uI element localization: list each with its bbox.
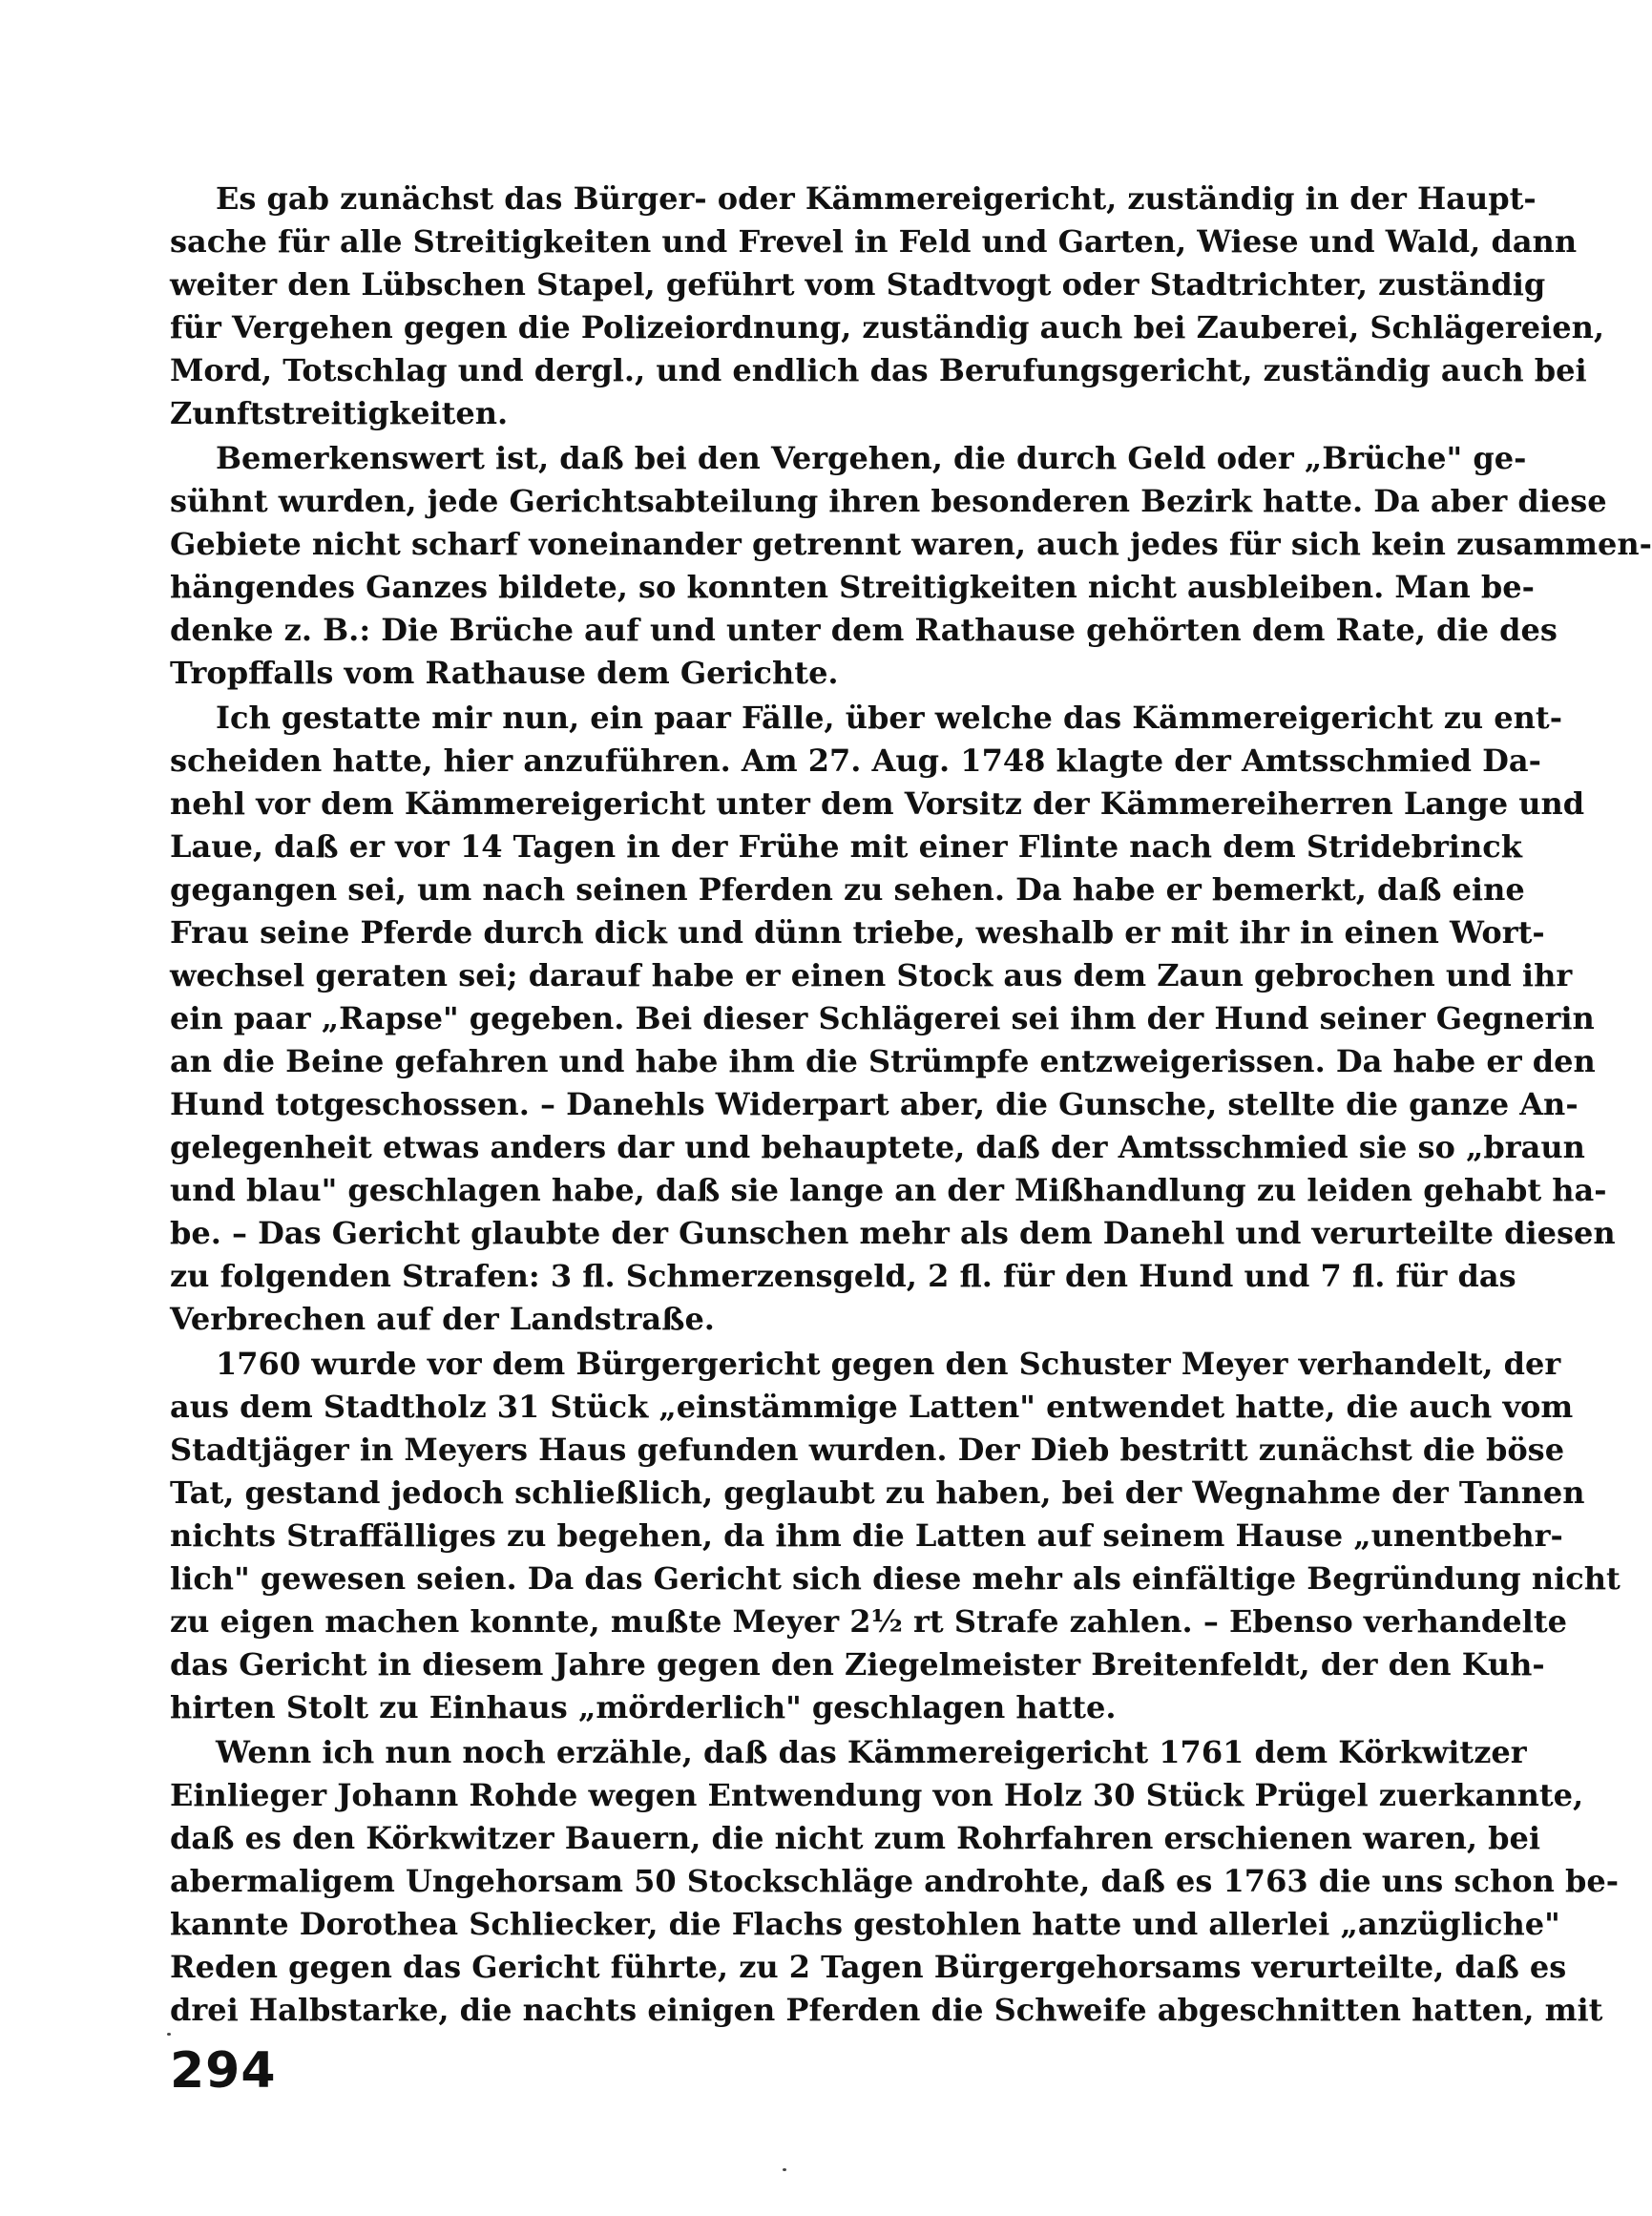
text-line: Tat, gestand jedoch schließlich, geglaubt zu haben, bei der Wegnahme der Tannen: [170, 1474, 1585, 1511]
paragraph: [170, 697, 1616, 1341]
paragraph: [170, 1731, 1619, 2032]
text-line: gelegenheit etwas anders dar und behauptete, daß der Amtsschmied sie so „braun: [170, 1129, 1585, 1165]
text-line: Stadtjäger in Meyers Haus gefunden wurden. Der Dieb bestritt zunächst die böse: [170, 1432, 1565, 1468]
text-line: scheiden hatte, hier anzuführen. Am 27. Aug. 1748 klagte der Amtsschmied Da-: [170, 742, 1541, 779]
text-line: Frau seine Pferde durch dick und dünn triebe, weshalb er mit ihr in einen Wort-: [170, 914, 1545, 951]
text-line: hängendes Ganzes bildete, so konnten Streitigkeiten nicht ausbleiben. Man be-: [170, 569, 1535, 605]
text-line: zu folgenden Strafen: 3 fl. Schmerzensgeld, 2 fl. für den Hund und 7 fl. für das: [170, 1258, 1516, 1294]
text-line: zu eigen machen konnte, mußte Meyer 2½ rt Strafe zahlen. – Ebenso verhandelte: [170, 1603, 1567, 1640]
body-text: [170, 178, 1652, 2032]
text-line: nehl vor dem Kämmereigericht unter dem Vorsitz der Kämmereiherren Lange und: [170, 785, 1585, 822]
paragraph: [170, 437, 1652, 695]
text-line: 1760 wurde vor dem Bürgergericht gegen den Schuster Meyer verhandelt, der: [216, 1346, 1561, 1382]
scan-speck: [167, 2033, 171, 2036]
scan-speck: [783, 2168, 786, 2171]
text-line: und blau" geschlagen habe, daß sie lange an der Mißhandlung zu leiden gehabt ha-: [170, 1172, 1607, 1208]
text-line: Tropffalls vom Rathause dem Gerichte.: [170, 655, 839, 691]
paragraph: [170, 178, 1604, 435]
text-line: ein paar „Rapse" gegeben. Bei dieser Schlägerei sei ihm der Hund seiner Gegnerin: [170, 1000, 1595, 1036]
text-line: abermaligem Ungehorsam 50 Stockschläge androhte, daß es 1763 die uns schon be-: [170, 1863, 1619, 1899]
text-line: daß es den Körkwitzer Bauern, die nicht zum Rohrfahren erschienen waren, bei: [170, 1820, 1541, 1856]
text-line: das Gericht in diesem Jahre gegen den Ziegelmeister Breitenfeldt, der den Kuh-: [170, 1646, 1545, 1683]
text-line: aus dem Stadtholz 31 Stück „einstämmige Latten" entwendet hatte, die auch vom: [170, 1389, 1574, 1425]
text-line: Reden gegen das Gericht führte, zu 2 Tagen Bürgergehorsams verurteilte, daß es: [170, 1949, 1567, 1985]
paragraph: [170, 1343, 1621, 1729]
text-line: Einlieger Johann Rohde wegen Entwendung von Holz 30 Stück Prügel zuerkannte,: [170, 1777, 1584, 1813]
text-line: an die Beine gefahren und habe ihm die Strümpfe entzweigerissen. Da habe er den: [170, 1043, 1596, 1079]
text-line: Gebiete nicht scharf voneinander getrennt waren, auch jedes für sich kein zusammen-: [170, 526, 1652, 562]
text-line: wechsel geraten sei; darauf habe er einen Stock aus dem Zaun gebrochen und ihr: [170, 957, 1573, 993]
text-line: be. – Das Gericht glaubte der Gunschen mehr als dem Danehl und verurteilte diesen: [170, 1215, 1616, 1251]
text-line: hirten Stolt zu Einhaus „mörderlich" geschlagen hatte.: [170, 1689, 1117, 1725]
text-line: Mord, Totschlag und dergl., und endlich das Berufungsgericht, zuständig auch bei: [170, 352, 1587, 388]
text-line: Zunftstreitigkeiten.: [170, 395, 509, 431]
page-number: 294: [170, 2042, 277, 2100]
text-line: kannte Dorothea Schliecker, die Flachs gestohlen hatte und allerlei „anzügliche": [170, 1906, 1560, 1942]
text-line: sühnt wurden, jede Gerichtsabteilung ihren besonderen Bezirk hatte. Da aber diese: [170, 483, 1607, 519]
text-line: für Vergehen gegen die Polizeiordnung, zuständig auch bei Zauberei, Schlägereien,: [170, 309, 1604, 345]
text-line: Wenn ich nun noch erzähle, daß das Kämmereigericht 1761 dem Körkwitzer: [216, 1734, 1527, 1770]
text-line: gegangen sei, um nach seinen Pferden zu sehen. Da habe er bemerkt, daß eine: [170, 871, 1525, 908]
text-line: lich" gewesen seien. Da das Gericht sich diese mehr als einfältige Begründung nicht: [170, 1560, 1621, 1597]
text-line: denke z. B.: Die Brüche auf und unter dem Rathause gehörten dem Rate, die des: [170, 612, 1558, 648]
text-line: drei Halbstarke, die nachts einigen Pferden die Schweife abgeschnitten hatten, mit: [170, 1992, 1603, 2028]
text-line: Bemerkenswert ist, daß bei den Vergehen, die durch Geld oder „Brüche" ge-: [216, 440, 1527, 476]
text-line: Laue, daß er vor 14 Tagen in der Frühe mit einer Flinte nach dem Stridebrinck: [170, 828, 1522, 865]
text-line: Verbrechen auf der Landstraße.: [170, 1301, 715, 1337]
text-line: Ich gestatte mir nun, ein paar Fälle, über welche das Kämmereigericht zu ent-: [216, 700, 1562, 736]
text-line: nichts Straffälliges zu begehen, da ihm die Latten auf seinem Hause „unentbehr-: [170, 1517, 1563, 1554]
text-line: Hund totgeschossen. – Danehls Widerpart aber, die Gunsche, stellte die ganze An-: [170, 1086, 1579, 1122]
text-line: Es gab zunächst das Bürger- oder Kämmereigericht, zuständig in der Haupt-: [216, 180, 1537, 217]
text-line: sache für alle Streitigkeiten und Frevel in Feld und Garten, Wiese und Wald, dann: [170, 223, 1578, 260]
text-line: weiter den Lübschen Stapel, geführt vom Stadtvogt oder Stadtrichter, zuständig: [170, 266, 1546, 303]
